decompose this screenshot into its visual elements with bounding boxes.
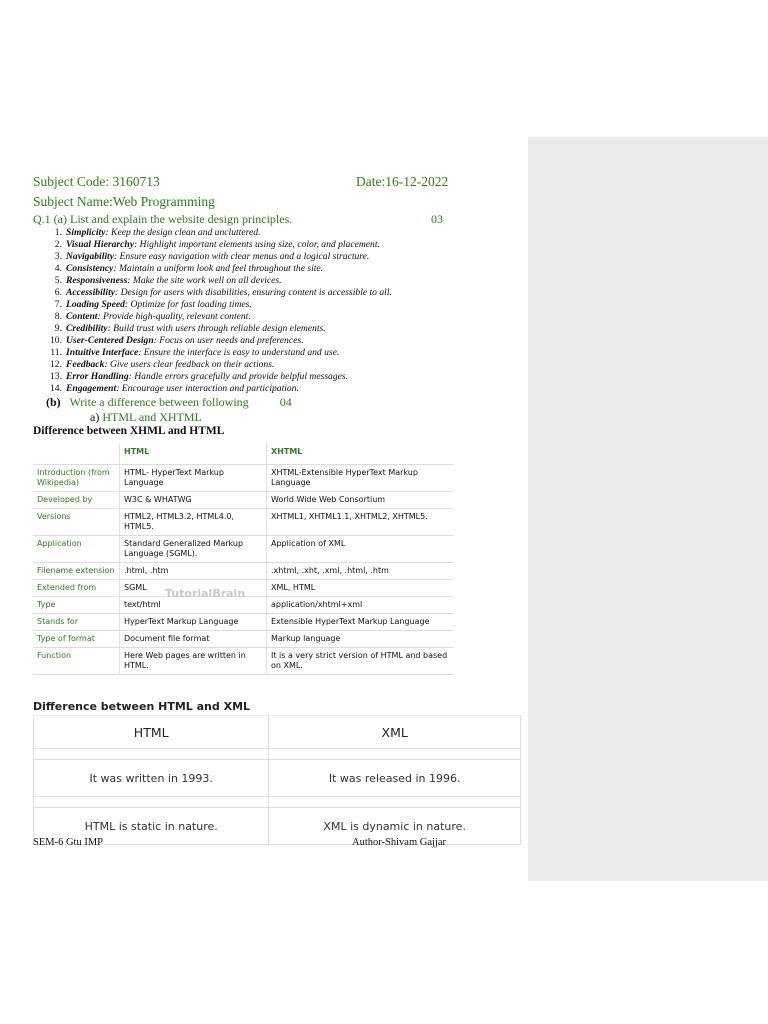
table-row: [34, 760, 521, 797]
part-a-label: a): [90, 410, 100, 424]
table-row: [33, 492, 453, 509]
table-header: HTML: [34, 716, 269, 749]
part-a-text: HTML and XHTML: [102, 410, 202, 424]
table-cell: .html, .htm: [120, 563, 267, 580]
table-header: [33, 444, 120, 465]
list-item: 5. Responsiveness : Make the site work well on all devices.: [54, 275, 282, 286]
row-header: Type of format: [33, 631, 120, 648]
row-header: Introduction (from Wikipedia): [33, 465, 120, 492]
row-header: Filename extension: [33, 563, 120, 580]
list-item: 1. Simplicity : Keep the design clean and uncluttered.: [54, 227, 261, 238]
table-row: [33, 631, 453, 648]
row-header: Extended from: [33, 580, 120, 597]
list-item: 9. Credibility : Build trust with users through reliable design elements.: [54, 323, 326, 334]
table-cell: XML is dynamic in nature.: [269, 808, 521, 845]
table-cell: HTML- HyperText Markup Language: [120, 465, 267, 492]
table-cell: SGML: [120, 580, 267, 597]
table-cell: application/xhtml+xml: [267, 597, 454, 614]
footer-semester: SEM-6 Gtu IMP: [33, 837, 104, 848]
subject-name: Subject Name:Web Programming: [33, 194, 215, 209]
table-cell: XML, HTML: [267, 580, 454, 597]
table-cell: HTML is static in nature.: [34, 808, 269, 845]
question-1b: [46, 395, 292, 410]
table-row: [33, 536, 453, 563]
table-cell: Extensible HyperText Markup Language: [267, 614, 454, 631]
table-cell: W3C & WHATWG: [120, 492, 267, 509]
row-header: Stands for: [33, 614, 120, 631]
footer-author: Author-Shivam Gajjar: [352, 837, 446, 848]
table-row: [33, 465, 453, 492]
list-item: 12. Feedback : Give users clear feedback on their actions.: [50, 359, 275, 370]
table-cell: text/html: [120, 597, 267, 614]
list-item: 14. Engagement : Encourage user interaction and participation.: [50, 383, 299, 394]
html-xml-table: [33, 715, 521, 845]
tutorialbrain-watermark: TutorialBrain: [165, 587, 246, 600]
design-principles-list: [34, 227, 392, 395]
list-item: 10. User-Centered Design : Focus on user needs and preferences.: [50, 335, 304, 346]
table-cell: Markup language: [267, 631, 454, 648]
side-panel: [528, 137, 768, 881]
question-1a-marks: 03: [431, 212, 443, 226]
table-cell: It is a very strict version of HTML and based on XML.: [267, 648, 454, 675]
table-header: XHTML: [267, 444, 454, 465]
question-1b-label: (b): [46, 395, 61, 409]
table-row: [34, 808, 521, 845]
exam-date: Date:16-12-2022: [356, 174, 449, 189]
list-item: 13. Error Handling : Handle errors gracefully and provide helpful messages.: [50, 371, 349, 382]
question-1b-marks: 04: [279, 395, 292, 409]
table-cell: XHTML1, XHTML1.1, XHTML2, XHTML5.: [267, 509, 454, 536]
table-cell: HTML2, HTML3.2, HTML4.0, HTML5.: [120, 509, 267, 536]
table-cell: Application of XML: [267, 536, 454, 563]
list-item: 3. Navigability : Ensure easy navigation with clear menus and a logical structure.: [54, 251, 370, 262]
table-header: XML: [269, 716, 521, 749]
row-header: Type: [33, 597, 120, 614]
question-1b-part-a: [90, 410, 202, 425]
list-item: 4. Consistency : Maintain a uniform look and feel throughout the site.: [54, 263, 324, 274]
table-row: [33, 509, 453, 536]
table-header: HTML: [120, 444, 267, 465]
table-cell: It was written in 1993.: [34, 760, 269, 797]
table-header-row: [33, 444, 453, 465]
subject-code: Subject Code: 3160713: [33, 174, 160, 189]
list-item: 7. Loading Speed : Optimize for fast loading times.: [54, 299, 252, 310]
table-cell: World Wide Web Consortium: [267, 492, 454, 509]
list-item: 8. Content : Provide high-quality, relevant content.: [54, 311, 251, 322]
table-cell: Standard Generalized Markup Language (SGML).: [120, 536, 267, 563]
table-cell: .xhtml, .xht, .xml, .html, .htm: [267, 563, 454, 580]
question-1b-text: Write a difference between following: [69, 395, 249, 409]
table-row: [33, 648, 453, 675]
question-1a: [33, 212, 443, 227]
list-item: 11. Intuitive Interface : Ensure the interface is easy to understand and use.: [50, 347, 340, 358]
row-header: Function: [33, 648, 120, 675]
table-cell: Here Web pages are written in HTML.: [120, 648, 267, 675]
list-item: 6. Accessibility : Design for users with disabilities, ensuring content is accessible to all.: [54, 287, 392, 298]
table-cell: XHTML-Extensible HyperText Markup Language: [267, 465, 454, 492]
table-row: [33, 614, 453, 631]
table-cell: Document file format: [120, 631, 267, 648]
table-cell: HyperText Markup Language: [120, 614, 267, 631]
table-cell: It was released in 1996.: [269, 760, 521, 797]
question-1a-text: Q.1 (a) List and explain the website design principles.: [33, 212, 293, 226]
table-header-row: [34, 716, 521, 749]
row-header: Versions: [33, 509, 120, 536]
row-header: Application: [33, 536, 120, 563]
table1-title: Difference between XHML and HTML: [33, 425, 225, 437]
table2-title: Difference between HTML and XML: [33, 700, 251, 713]
table-row: [33, 563, 453, 580]
list-item: 2. Visual Hierarchy : Highlight important elements using size, color, and placement.: [54, 239, 380, 250]
xhtml-html-table: [33, 444, 453, 675]
row-header: Developed by: [33, 492, 120, 509]
